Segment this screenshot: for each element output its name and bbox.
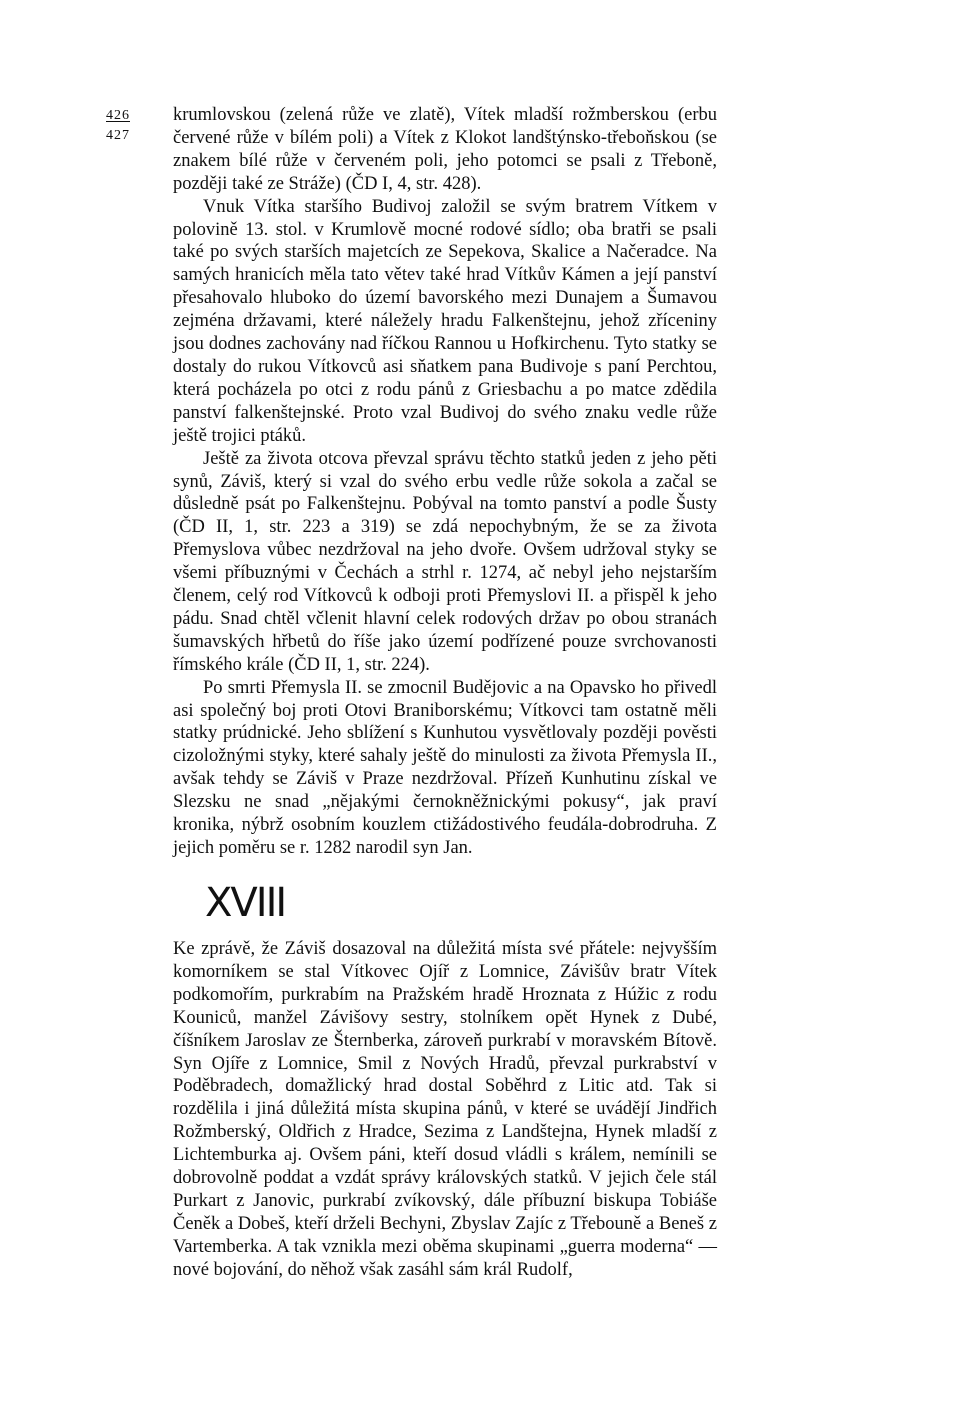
body-text-lower xyxy=(173,938,717,1282)
paragraph: Ke zprávě, že Záviš dosazoval na důležitá místa své přátele: nejvyšším komorníkem se stal Vítkovec Ojíř z Lomnice, Závišův bratr Vítek podkomořím, purkrabím na Pražském hradě Hroznata z Húžic z rodu Kouniců, manžel Závišovy sestry, stolníkem opět Hynek z Dubé, číšníkem Jaroslav ze Šternberka, zároveň purkrabí v moravském Bítově. Syn Ojířе z Lomnice, Smil z Nových Hradů, převzal purkrabství v Poděbradech, domažlický hrad dostal Soběhrd z Litic atd. Tak si rozdělila i jiná důležitá místa skupina pánů, v které se uvádějí Jindřich Rožmberský, Oldřich z Hradce, Sezima z Landštejna, Hynek mladší z Lichtemburka aj. Ovšem páni, kteří dosud vládli s králem, nemínili se dobrovolně poddat a vzdát správy královských statků. V jejich čele stál Purkart z Janovic, purkrabí zvíkovský, dále příbuzní biskupa Tobiáše Čeněk a Dobeš, kteří drželi Bechyni, Zbyslav Zajíc z Třebouně a Beneš z Vartemberka. A tak vznikla mezi oběma skupinami „guerra moderna“ — nové bojování, do něhož však zasáhl sám král Rudolf, xyxy=(173,939,717,1280)
page-numbers xyxy=(106,106,130,146)
paragraph: Po smrti Přemysla II. se zmocnil Budějovic a na Opavsko ho přivedl asi společný boj proti Otovi Braniborskému; Vítkovci tam ostatně měli statky prúdnické. Jeho sblížení s Kunhutou vysvětlovaly později pověsti cizoložnými styky, které sahaly ještě do minulosti za života Přemysla II., avšak tehdy se Záviš v Praze nezdržoval. Přízeň Kunhutinu získal ve Slezsku ne snad „nějakými černokněžnickými pokusy“, jak praví kronika, nýbrž osobním kouzlem ctižádostivého feudála-dobrodruha. Z jejich poměru se r. 1282 narodil syn Jan. xyxy=(173,677,717,858)
page-number-left: 426 xyxy=(106,108,130,123)
paragraph: Vnuk Vítka staršího Budivoj založil se svým bratrem Vítkem v polovině 13. stol. v Krumlově mocné rodové sídlo; oba bratři se psali také po svých starších majetcích ze Sepekova, Skalice a Načeradce. Na samých hranicích měla tato větev také hrad Vítkův Kámen a její panství přesahovalo hluboko do území bavorského mezi Dunajem a Šumavou zejména državami, které náležely hradu Falkenštejnu, jehož zříceniny jsou dodnes zachovány nad říčkou Rannou u Hofkirchenu. Tyto statky se dostaly do rukou Vítkovců asi sňatkem pana Budivoje s paní Perchtou, která pocházela po otci z rodu pánů z Griesbachu a po matce zdědila panství falkenštejnské. Proto vzal Budivoj do svého znaku vedle růže ještě trojici ptáků. xyxy=(173,196,717,446)
page-number-right: 427 xyxy=(106,128,130,143)
paragraph: krumlovskou (zelená růže ve zlatě), Vítek mladší rožmberskou (erbu červené růže v bílém poli) a Vítek z Klokot landštýnsko-třeboňskou (se znakem bílé růže v červeném poli, jeho potomci se psali z Třeboně, později také ze Stráže) (ČD I, 4, str. 428). xyxy=(173,105,717,194)
chapter-heading: XVIII xyxy=(205,880,286,926)
paragraph: Ještě za života otcova převzal správu těchto statků jeden z jeho pěti synů, Záviš, který si vzal do svého erbu vedle růže sokola a začal se důsledně psát po Falkenštejnu. Pobýval na tomto panství a podle Šusty (ČD II, 1, str. 223 a 319) se zdá nepochybným, že se za života Přemyslova vůbec nezdržoval na jeho dvoře. Ovšem udržoval styky se všemi příbuznými v Čechách a strhl r. 1274, ač nebyl jeho nejstarším členem, celý rod Vítkovců k odboji proti Přemyslovi II. a přispěl k jeho pádu. Snad chtěl včlenit hlavní celek rodových držav po obou stranách šumavských hřbetů do říše jako území podřízené pouze svrchovanosti římského krále (ČD II, 1, str. 224). xyxy=(173,448,717,675)
body-text-upper xyxy=(173,104,717,860)
